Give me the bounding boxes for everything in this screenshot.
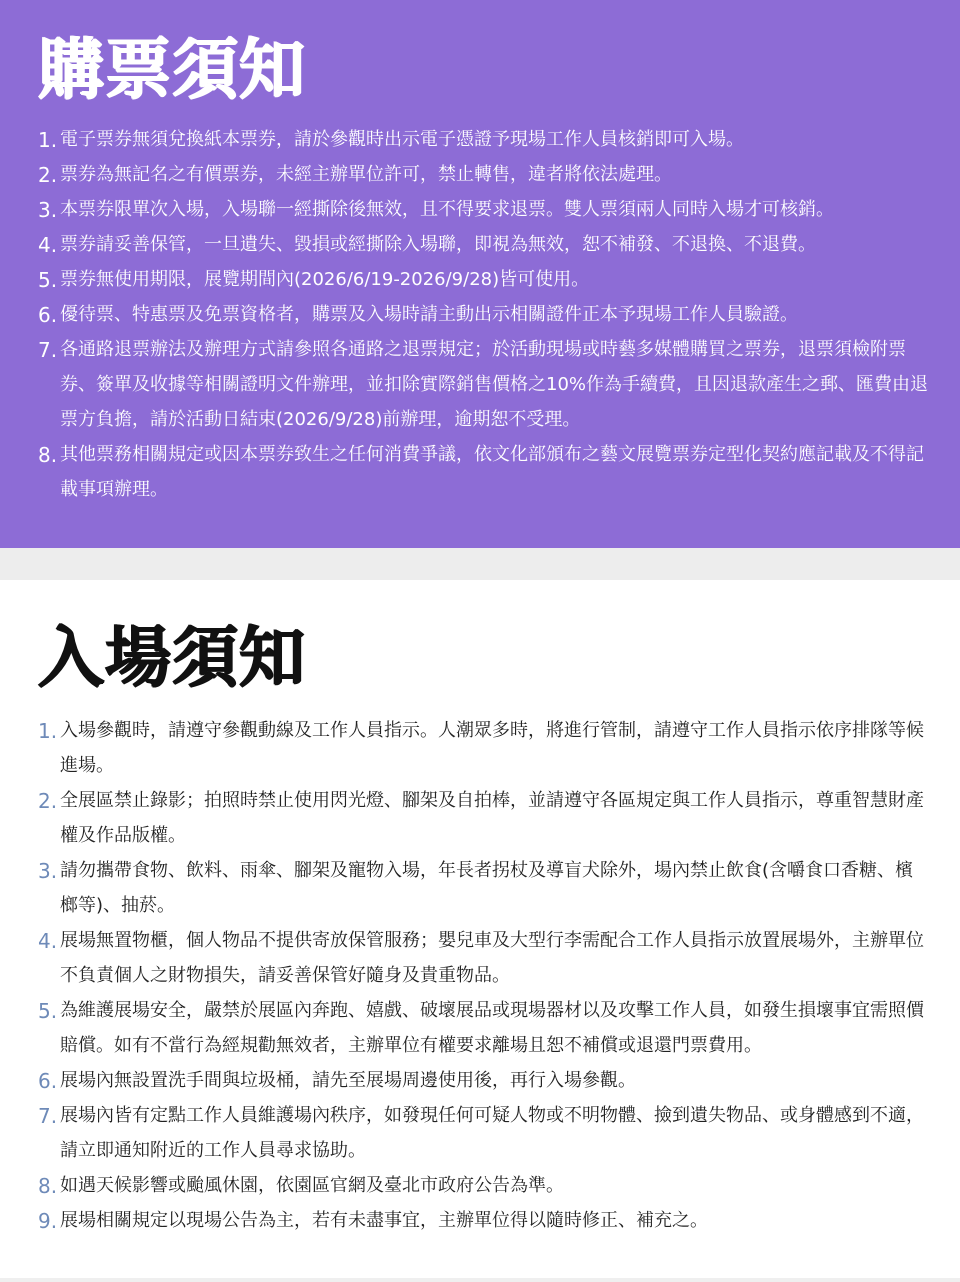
item-number: 2. xyxy=(38,789,58,813)
list-item xyxy=(38,192,930,227)
ticket-notice-title: 購票須知 xyxy=(38,31,306,108)
list-item xyxy=(38,993,930,1063)
item-text: 為維護展場安全，嚴禁於展區內奔跑、嬉戲、破壞展品或現場器材以及攻擊工作人員，如發生損壞事宜需照價賠償。如有不當行為經規勸無效者，主辦單位有權要求離場且恕不補償或退還門票費用。 xyxy=(60,1000,924,1056)
item-text: 票券為無記名之有價票券，未經主辦單位許可，禁止轉售，違者將依法處理。 xyxy=(60,164,672,185)
item-text: 請勿攜帶食物、飲料、雨傘、腳架及寵物入場，年長者拐杖及導盲犬除外，場內禁止飲食(含嚼食口香糖、檳榔等)、抽菸。 xyxy=(60,860,914,916)
list-item xyxy=(38,783,930,853)
item-text: 展場無置物櫃，個人物品不提供寄放保管服務；嬰兒車及大型行李需配合工作人員指示放置展場外，主辦單位不負責個人之財物損失，請妥善保管好隨身及貴重物品。 xyxy=(60,930,924,986)
item-number: 4. xyxy=(38,233,58,257)
list-item xyxy=(38,1203,930,1238)
item-number: 3. xyxy=(38,198,58,222)
item-number: 5. xyxy=(38,268,58,292)
item-text: 如遇天候影響或颱風休園，依園區官網及臺北市政府公告為準。 xyxy=(60,1175,564,1196)
item-text: 票券請妥善保管，一旦遺失、毀損或經撕除入場聯，即視為無效，恕不補發、不退換、不退費。 xyxy=(60,234,816,255)
entry-notice-title: 入場須知 xyxy=(38,619,306,696)
item-text: 電子票券無須兌換紙本票券，請於參觀時出示電子憑證予現場工作人員核銷即可入場。 xyxy=(60,129,744,150)
item-text: 票券無使用期限，展覽期間內(2026/6/19-2026/9/28)皆可使用。 xyxy=(60,269,590,290)
list-item xyxy=(38,923,930,993)
item-text: 優待票、特惠票及免票資格者，購票及入場時請主動出示相關證件正本予現場工作人員驗證。 xyxy=(60,304,798,325)
list-item xyxy=(38,1063,930,1098)
item-number: 6. xyxy=(38,303,58,327)
list-item xyxy=(38,157,930,192)
list-item xyxy=(38,332,930,437)
list-item xyxy=(38,853,930,923)
ticket-notice-list xyxy=(38,122,930,507)
list-item xyxy=(38,297,930,332)
item-number: 8. xyxy=(38,443,58,467)
section-divider xyxy=(0,548,960,580)
item-number: 5. xyxy=(38,999,58,1023)
item-text: 展場相關規定以現場公告為主，若有未盡事宜，主辦單位得以隨時修正、補充之。 xyxy=(60,1210,708,1231)
list-item xyxy=(38,437,930,507)
item-text: 入場參觀時，請遵守參觀動線及工作人員指示。人潮眾多時，將進行管制，請遵守工作人員指示依序排隊等候進場。 xyxy=(60,720,924,776)
item-text: 其他票務相關規定或因本票券致生之任何消費爭議，依文化部頒布之藝文展覽票券定型化契約應記載及不得記載事項辦理。 xyxy=(60,444,924,500)
list-item xyxy=(38,262,930,297)
list-item xyxy=(38,1098,930,1168)
item-text: 展場內皆有定點工作人員維護場內秩序，如發現任何可疑人物或不明物體、撿到遺失物品、或身體感到不適，請立即通知附近的工作人員尋求協助。 xyxy=(60,1105,924,1161)
item-text: 展場內無設置洗手間與垃圾桶，請先至展場周邊使用後，再行入場參觀。 xyxy=(60,1070,636,1091)
item-number: 8. xyxy=(38,1174,58,1198)
entry-notice-list xyxy=(38,713,930,1238)
item-number: 6. xyxy=(38,1069,58,1093)
bottom-divider xyxy=(0,1278,960,1282)
item-text: 全展區禁止錄影；拍照時禁止使用閃光燈、腳架及自拍棒，並請遵守各區規定與工作人員指示，尊重智慧財產權及作品版權。 xyxy=(60,790,924,846)
item-number: 7. xyxy=(38,338,58,362)
ticket-notice-section xyxy=(0,0,960,548)
item-number: 2. xyxy=(38,163,58,187)
list-item xyxy=(38,713,930,783)
item-number: 1. xyxy=(38,719,58,743)
item-text: 本票券限單次入場，入場聯一經撕除後無效，且不得要求退票。雙人票須兩人同時入場才可核銷。 xyxy=(60,199,834,220)
item-number: 3. xyxy=(38,859,58,883)
entry-notice-section xyxy=(0,580,960,1282)
item-number: 4. xyxy=(38,929,58,953)
list-item xyxy=(38,227,930,262)
item-number: 9. xyxy=(38,1209,58,1233)
item-text: 各通路退票辦法及辦理方式請參照各通路之退票規定；於活動現場或時藝多媒體購買之票券，退票須檢附票券、簽單及收據等相關證明文件辦理，並扣除實際銷售價格之10%作為手續費，且因退款產生之郵、匯費由退票方負擔，請於活動日結束(2026/9/28)前辦理，逾期恕不受理。 xyxy=(60,339,929,430)
item-number: 7. xyxy=(38,1104,58,1128)
item-number: 1. xyxy=(38,128,58,152)
list-item xyxy=(38,1168,930,1203)
list-item xyxy=(38,122,930,157)
